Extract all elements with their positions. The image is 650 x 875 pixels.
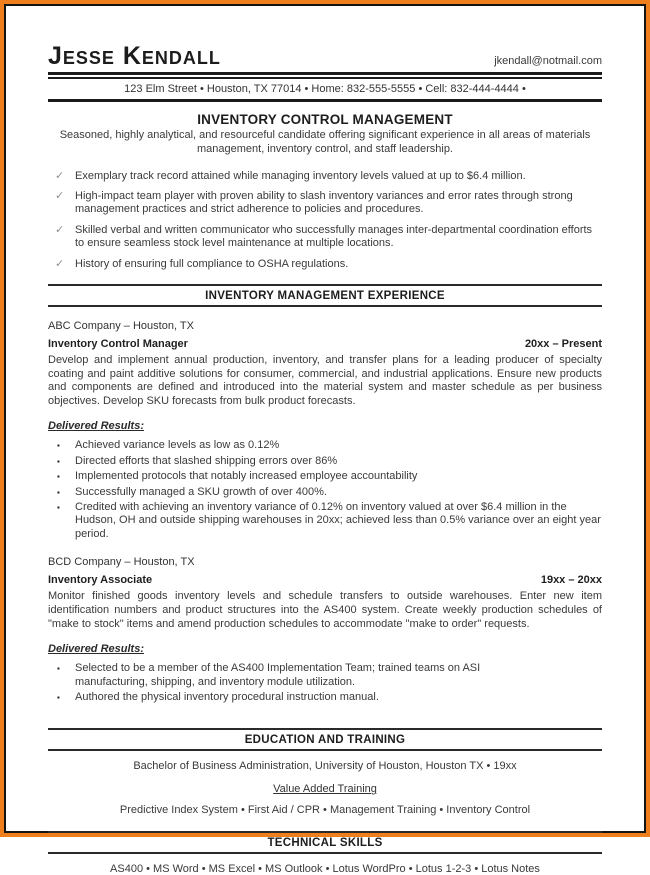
training-heading: Value Added Training	[273, 783, 377, 796]
results-list	[48, 662, 602, 704]
resume-page	[4, 4, 646, 875]
square-bullet-icon: ▪	[57, 503, 60, 513]
job-entry	[48, 320, 602, 541]
square-bullet-icon: ▪	[57, 456, 60, 466]
result-text: Successfully managed a SKU growth of over 400%.	[75, 485, 327, 498]
results-list	[48, 439, 602, 541]
list-item	[48, 455, 602, 468]
check-icon: ✓	[55, 189, 65, 202]
job-title-row	[48, 338, 602, 350]
highlight-text: Skilled verbal and written communicator who successfully manages inter-departmental coordination efforts to ensure seamless stock level maintenance at multiple locations.	[75, 223, 593, 250]
square-bullet-icon: ▪	[57, 472, 60, 482]
job-description: Monitor finished goods inventory levels and schedule transfers to outside warehouses. Enter new item identification numbers and product structures into the AS400 system. Create weekly production schedules of "make to stock" items and amend production schedules to accommodate "make to order" requests.	[48, 590, 602, 630]
list-item	[48, 662, 602, 689]
company-line: ABC Company – Houston, TX	[48, 319, 194, 332]
square-bullet-icon: ▪	[57, 692, 60, 702]
check-icon: ✓	[55, 257, 65, 270]
contact-line: 123 Elm Street • Houston, TX 77014 • Home: 832-555-5555 • Cell: 832-444-4444 •	[124, 83, 526, 95]
list-item	[48, 439, 602, 452]
result-text: Authored the physical inventory procedural instruction manual.	[75, 690, 379, 703]
results-heading: Delivered Results:	[48, 420, 144, 433]
result-text: Credited with achieving an inventory variance of 0.12% on inventory valued at over $6.4 million in the Hudson, OH and outside shipping warehouses in 20xx; achieved less than 0.5% variance over an eight year period.	[75, 501, 601, 540]
list-item	[48, 486, 602, 499]
degree-line: Bachelor of Business Administration, University of Houston, Houston TX • 19xx	[133, 760, 517, 773]
square-bullet-icon: ▪	[57, 441, 60, 451]
square-bullet-icon: ▪	[57, 664, 60, 674]
company-line: BCD Company – Houston, TX	[48, 556, 195, 569]
section-heading-skills: TECHNICAL SKILLS	[48, 831, 602, 854]
result-text: Achieved variance levels as low as 0.12%	[75, 439, 280, 452]
section-heading-experience: INVENTORY MANAGEMENT EXPERIENCE	[48, 284, 602, 307]
job-description: Develop and implement annual production, inventory, and transfer plans for a leading producer of specialty coating and paint additive solutions for consumer, commercial, and industrial applications. Ensure new products and components are defined and introduced into the material system and master schedule as per business objectives. Develop SKU forecasts from bulk product forecasts.	[48, 353, 602, 407]
header	[48, 44, 602, 69]
header-rule-thin	[48, 77, 602, 79]
job-title: Inventory Control Manager	[48, 337, 188, 350]
header-rule-thick	[48, 72, 602, 75]
highlight-text: History of ensuring full compliance to OSHA regulations.	[75, 257, 349, 270]
email-text: jkendall@notmail.com	[494, 55, 602, 67]
job-dates: 19xx – 20xx	[540, 574, 602, 587]
job-entry	[48, 556, 602, 704]
check-icon: ✓	[55, 223, 65, 236]
list-item	[48, 470, 602, 483]
list-item	[48, 224, 602, 251]
objective-subtitle: Seasoned, highly analytical, and resourceful candidate offering significant experience in all areas of materials management, inventory control, and staff leadership.	[59, 129, 591, 155]
skills-items: AS400 • MS Word • MS Excel • MS Outlook • Lotus WordPro • Lotus 1-2-3 • Lotus Notes	[110, 863, 540, 875]
list-item	[48, 501, 602, 541]
result-text: Selected to be a member of the AS400 Implementation Team; trained teams on ASI manufacturing, shipping, and inventory module utilization.	[75, 662, 481, 688]
contact-rule	[48, 99, 602, 102]
highlight-text: Exemplary track record attained while managing inventory levels valued at up to $6.4 million.	[75, 169, 526, 182]
training-items: Predictive Index System • First Aid / CPR • Management Training • Inventory Control	[119, 804, 531, 817]
highlights-list	[48, 170, 602, 271]
list-item	[48, 190, 602, 217]
job-dates: 20xx – Present	[524, 337, 602, 350]
check-icon: ✓	[55, 169, 65, 182]
result-text: Implemented protocols that notably increased employee accountability	[75, 470, 418, 483]
objective-title: INVENTORY CONTROL MANAGEMENT	[197, 112, 453, 127]
candidate-name: Jesse Kendall	[48, 42, 221, 70]
section-heading-education: EDUCATION AND TRAINING	[48, 728, 602, 751]
job-title: Inventory Associate	[48, 574, 153, 587]
highlight-text: High-impact team player with proven ability to slash inventory variances and error rates through strong management practices and strict adherence to policies and procedures.	[75, 189, 573, 216]
square-bullet-icon: ▪	[57, 487, 60, 497]
results-heading: Delivered Results:	[48, 643, 144, 656]
list-item	[48, 258, 602, 271]
job-title-row	[48, 574, 602, 586]
result-text: Directed efforts that slashed shipping errors over 86%	[75, 454, 338, 467]
list-item	[48, 170, 602, 183]
list-item	[48, 691, 602, 704]
